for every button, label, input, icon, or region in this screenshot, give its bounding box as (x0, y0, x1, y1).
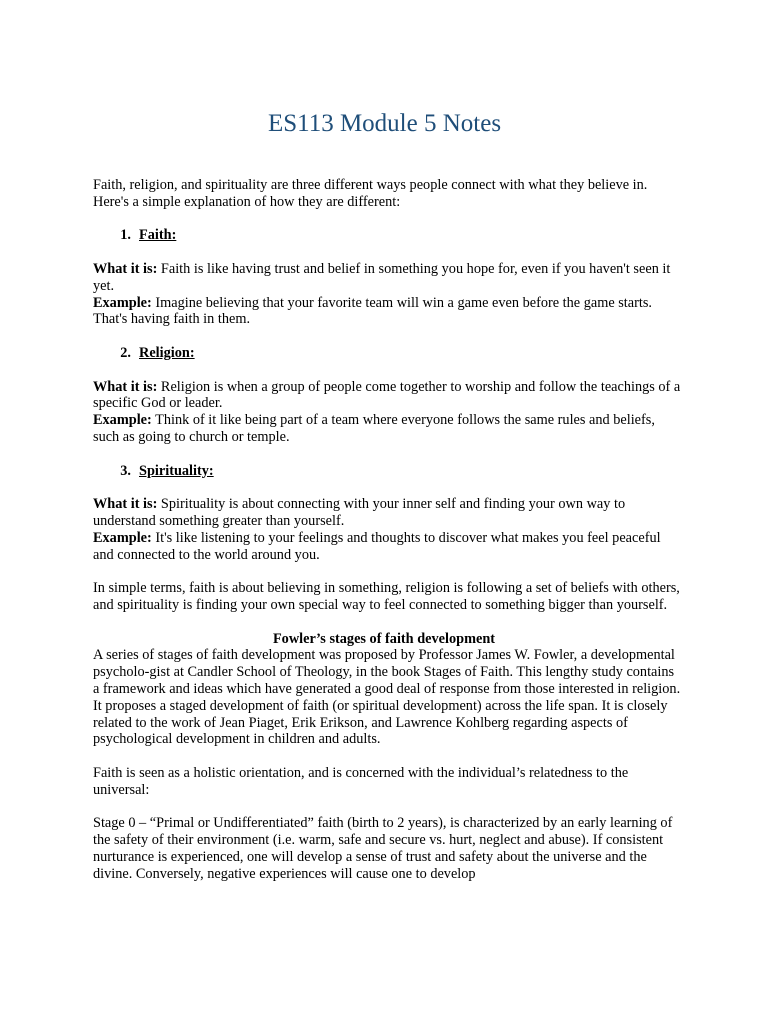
section-heading-label: Spirituality: (139, 462, 214, 479)
section-heading-label: Religion: (139, 344, 195, 361)
section-religion-heading (93, 345, 683, 362)
summary-paragraph: In simple terms, faith is about believing in something, religion is following a set of beliefs with others, and spirituality is finding your own special way to feel connected to something bigger than yourself. (93, 580, 680, 613)
example-text: Think of it like being part of a team where everyone follows the same rules and beliefs, such as going to church or temple. (93, 412, 655, 445)
section-faith-heading (93, 227, 683, 244)
list-number: 3. (120, 462, 131, 479)
holistic-paragraph: Faith is seen as a holistic orientation, and is concerned with the individual’s relatedness to the universal: (93, 764, 629, 798)
intro-paragraph: Faith, religion, and spirituality are three different ways people connect with what they believe in. Here's a simple explanation of how they are different: (93, 177, 648, 210)
example-label: Example: (93, 412, 152, 429)
what-text: Spirituality is about connecting with your inner self and finding your own way to understand something greater than yourself. (93, 496, 626, 529)
faith-example (93, 295, 683, 329)
what-text: Religion is when a group of people come together to worship and follow the teachings of a specific God or leader. (93, 378, 681, 412)
what-label: What it is: (93, 260, 158, 277)
fowler-paragraph-1: A series of stages of faith development was proposed by Professor James W. Fowler, a developmental psycholo-gist at Candler School of Theology, in the book Stages of Faith. This lengthy study contains a framework and ideas which have generated a good deal of response from those interested in religion. (93, 647, 681, 697)
what-text: Faith is like having trust and belief in something you hope for, even if you haven't seen it yet. (93, 260, 671, 294)
faith-what-it-is (93, 261, 683, 295)
example-label: Example: (93, 294, 152, 311)
spirituality-what-it-is (93, 496, 683, 530)
list-number: 2. (120, 344, 131, 361)
document-body (93, 177, 683, 882)
example-text: Imagine believing that your favorite team will win a game even before the game starts. That's having faith in them. (93, 294, 652, 328)
section-heading-label: Faith: (139, 227, 177, 244)
list-number: 1. (120, 227, 131, 244)
fowler-paragraph-2: It proposes a staged development of faith (or spiritual development) across the life span. It is closely related to the work of Jean Piaget, Erik Erikson, and Lawrence Kohlberg regarding aspects of psychological development in children and adults. (93, 697, 668, 748)
document-title: ES113 Module 5 Notes (267, 110, 502, 137)
spirituality-example (93, 530, 683, 564)
what-label: What it is: (93, 378, 158, 395)
section-spirituality-heading (93, 463, 683, 480)
what-label: What it is: (93, 496, 158, 513)
stage-0-paragraph: Stage 0 – “Primal or Undifferentiated” faith (birth to 2 years), is characterized by an early learning of the safety of their environment (i.e. warm, safe and secure vs. hurt, neglect and abuse). If consistent nurturance is experienced, one will develop a sense of trust and safety about the universe and the divine. Conversely, negative experiences will cause one to develop (93, 815, 673, 882)
example-label: Example: (93, 529, 152, 546)
fowler-heading: Fowler’s stages of faith development (272, 630, 496, 647)
religion-example (93, 412, 683, 446)
religion-what-it-is (93, 379, 683, 413)
example-text: It's like listening to your feelings and thoughts to discover what makes you feel peaceful and connected to the world around you. (93, 529, 661, 563)
